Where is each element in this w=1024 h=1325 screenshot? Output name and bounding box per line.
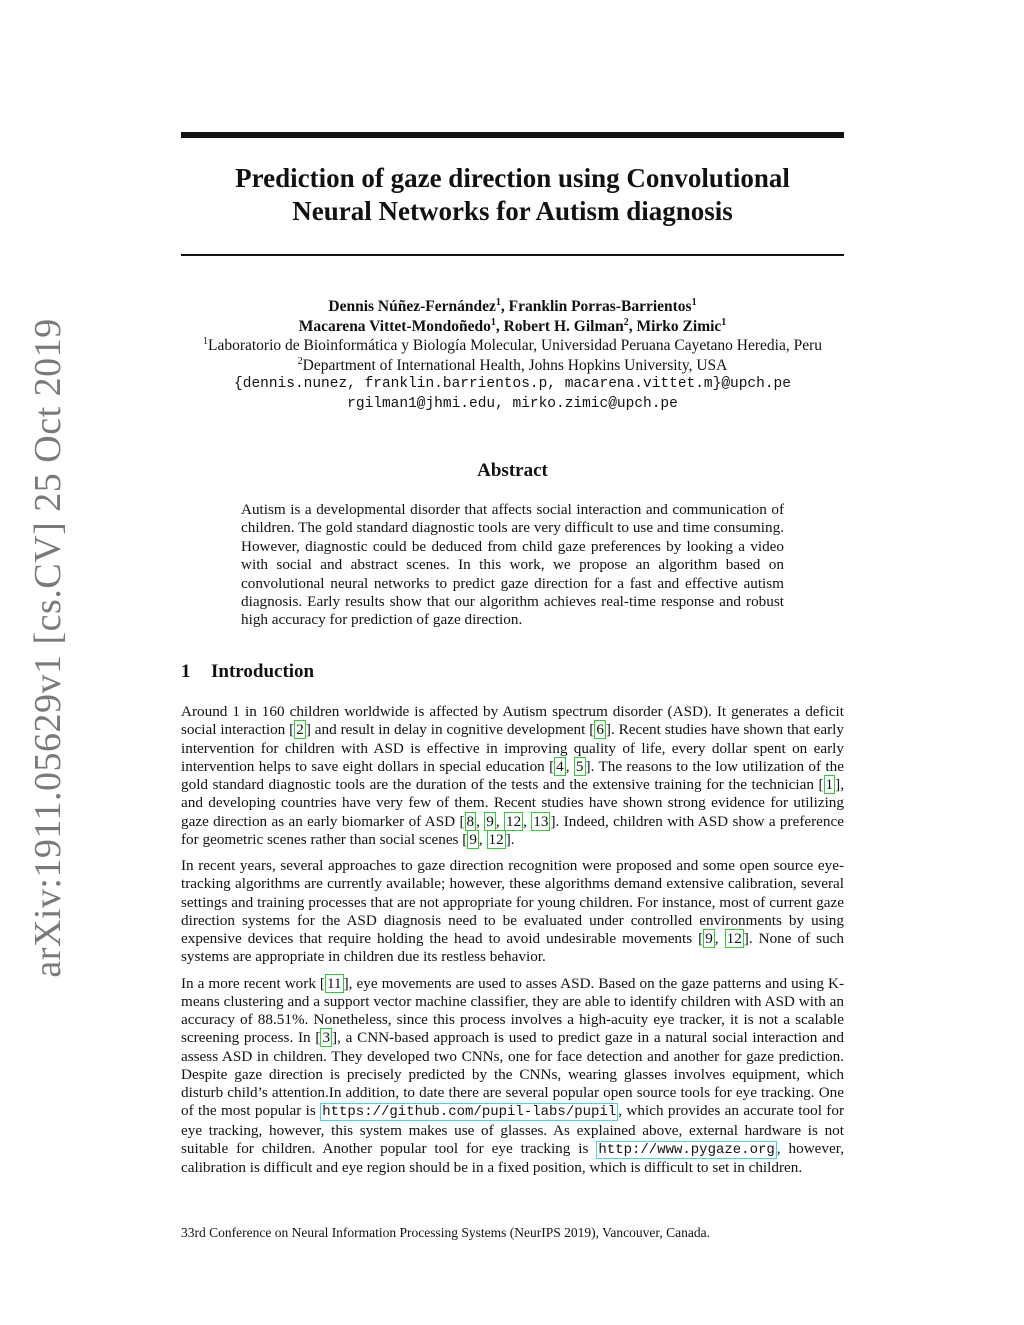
text-run: In a more recent work [	[181, 974, 325, 992]
text-run: ]. The reasons to the low utilization of the gold standard diagnostic tools are the duration of the tests and the extensive training for the technician [	[181, 757, 844, 793]
citation-link[interactable]: 6	[596, 721, 604, 739]
citation-link[interactable]: 12	[505, 812, 522, 830]
paragraph-2	[181, 857, 844, 967]
title-top-rule	[181, 132, 844, 138]
affiliation-marker: 1	[691, 296, 697, 308]
text-run: Around 1 in 160 children worldwide is affected by Autism spectrum disorder (ASD). It generates a deficit social interaction [	[181, 703, 844, 739]
text-run: ,	[714, 930, 725, 947]
affiliation-marker: 1	[721, 316, 727, 328]
author-line-1: Dennis Núñez-Fernández$^1$, Franklin Porras-Barrientos$^1$	[328, 296, 697, 315]
section-body	[181, 703, 844, 1185]
paragraph-3	[181, 975, 844, 1178]
author-name: Macarena Vittet-Mondoñedo	[298, 317, 491, 335]
citation-link[interactable]: 12	[726, 930, 742, 947]
text-run: ], and developing countries have very few of them. Recent studies have shown strong evidence for utilizing gaze direction as an early biomarker of ASD [	[181, 776, 844, 830]
citation-link[interactable]: 5	[575, 757, 584, 775]
affiliation-text: Laboratorio de Bioinformática y Biología Molecular, Universidad Peruana Cayetano Heredia, Peru	[207, 337, 822, 354]
section-title: Introduction	[211, 661, 315, 682]
citation-link[interactable]: 12	[488, 830, 504, 848]
text-run: ,	[565, 757, 574, 775]
title-line-1: Prediction of gaze direction using Convolutional	[235, 163, 790, 193]
citation-link[interactable]: 8	[466, 812, 475, 830]
affiliation-marker: 2	[623, 316, 629, 328]
section-number: 1	[181, 661, 191, 682]
author-name: Dennis Núñez-Fernández	[328, 298, 496, 315]
section-heading	[181, 661, 314, 683]
title-line-2: Neural Networks for Autism diagnosis	[292, 196, 733, 226]
citation-link[interactable]: 9	[486, 812, 494, 830]
conference-footnote: 33rd Conference on Neural Information Processing Systems (NeurIPS 2019), Vancouver, Canada.	[181, 1225, 710, 1240]
citation-link[interactable]: 11	[327, 974, 342, 992]
citation-link[interactable]: 9	[705, 930, 713, 947]
text-run: ,	[476, 812, 485, 830]
affiliation-text: Department of International Health, Johns Hopkins University, USA	[302, 356, 728, 374]
text-run: ], eye movements are used to asses ASD. Based on the gaze patterns and using K-means clustering and a support vector machine classifier, they are able to identify children with ASD with an accuracy of 88.51%. Nonetheless, since this process involves a high-acuity eye tracker, it is not a scalable screening process. In [	[181, 974, 845, 1047]
paragraph-1	[181, 703, 844, 849]
affiliation-marker: 1	[495, 296, 501, 308]
text-run: ].	[505, 830, 515, 848]
citation-link[interactable]: 4	[556, 757, 564, 775]
citation-link[interactable]: 2	[296, 721, 304, 739]
text-run: ]. None of such systems are appropriate in children due its restless behavior.	[181, 930, 844, 966]
citation-link[interactable]: 9	[469, 830, 477, 848]
email-line-2: rgilman1@jhmi.edu, mirko.zimic@upch.pe	[347, 395, 678, 412]
text-run: ]. Recent studies have shown that early intervention for children with ASD is effective in improving quality of life, every dollar spent on early intervention helps to save eight dollars in special education [	[181, 721, 844, 775]
text-run: ]. Indeed, children with ASD show a preference for geometric scenes rather than social scenes [	[181, 812, 844, 848]
url-link-pygaze[interactable]: http://www.pygaze.org	[598, 1141, 775, 1158]
citation-link[interactable]: 13	[533, 812, 549, 830]
abstract-text: Autism is a developmental disorder that affects social interaction and communication of children. The gold standard diagnostic tools are very difficult to use and time consuming. However, diagnostic could be deduced from child gaze preferences by looking a video with social and abstract scenes. In this work, we propose an algorithm based on convolutional neural networks to predict gaze direction for a fast and effective autism diagnosis. Early results show that our algorithm achieves real-time response and robust high accuracy for prediction of gaze direction.	[241, 501, 784, 629]
affiliation-1	[160, 336, 865, 356]
abstract-heading: Abstract	[477, 460, 548, 481]
text-run: ,	[495, 812, 504, 830]
arxiv-identifier-stamp: arXiv:1911.05629v1 [cs.CV] 25 Oct 2019	[27, 318, 69, 978]
affiliation-marker: 1	[202, 335, 208, 347]
text-run: In recent years, several approaches to gaze direction recognition were proposed and some open source eye-tracking algorithms are currently available; however, these algorithms demand extensive calibration, several settings and training processes that are not appropriate for young children. For instance, most of current gaze direction systems for the ASD diagnosis need to be evaluated under controlled environments by using expensive devices that require holding the head to avoid undesirable movements [	[181, 857, 844, 947]
paper-title	[181, 162, 844, 228]
title-bottom-rule	[181, 254, 844, 256]
author-line-2: Macarena Vittet-Mondoñedo$^1$, Robert H. Gilman$^2$, Mirko Zimic$^1$	[298, 316, 727, 335]
affiliation-2	[160, 356, 865, 376]
text-run: ], a CNN-based approach is used to predict gaze in a natural social interaction and assess ASD in children. They developed two CNNs, one for face detection and another for gaze prediction. Despite gaze direction is precisely predicted by the CNNs, wearing glasses involves equipment, which disturb child’s attention.In addition, to date there are several popular open source tools for eye tracking. One of the most popular is	[181, 1029, 844, 1120]
author-block	[160, 297, 865, 414]
text-run: , however, calibration is difficult and eye region should be in a fixed position, which is difficult to set in children.	[181, 1139, 844, 1176]
citation-link[interactable]: 1	[825, 776, 834, 793]
citation-link[interactable]: 3	[322, 1029, 331, 1047]
author-name: Mirko Zimic	[636, 317, 722, 335]
text-run: ,	[478, 830, 487, 848]
email-line-1: {dennis.nunez, franklin.barrientos.p, macarena.vittet.m}@upch.pe	[234, 376, 791, 392]
affiliation-marker: 2	[297, 355, 303, 367]
text-run: , which provides an accurate tool for eye tracking, however, this system makes use of glasses. As explained above, external hardware is not suitable for children. Another popular tool for eye tracking is	[181, 1102, 845, 1157]
affiliation-marker: 1	[490, 316, 496, 328]
author-name: Robert H. Gilman	[503, 317, 624, 335]
text-run: ] and result in delay in cognitive development [	[305, 721, 595, 739]
url-link-pupil[interactable]: https://github.com/pupil-labs/pupil	[322, 1104, 617, 1121]
text-run: ,	[523, 812, 532, 830]
author-name: Franklin Porras-Barrientos	[508, 298, 692, 315]
